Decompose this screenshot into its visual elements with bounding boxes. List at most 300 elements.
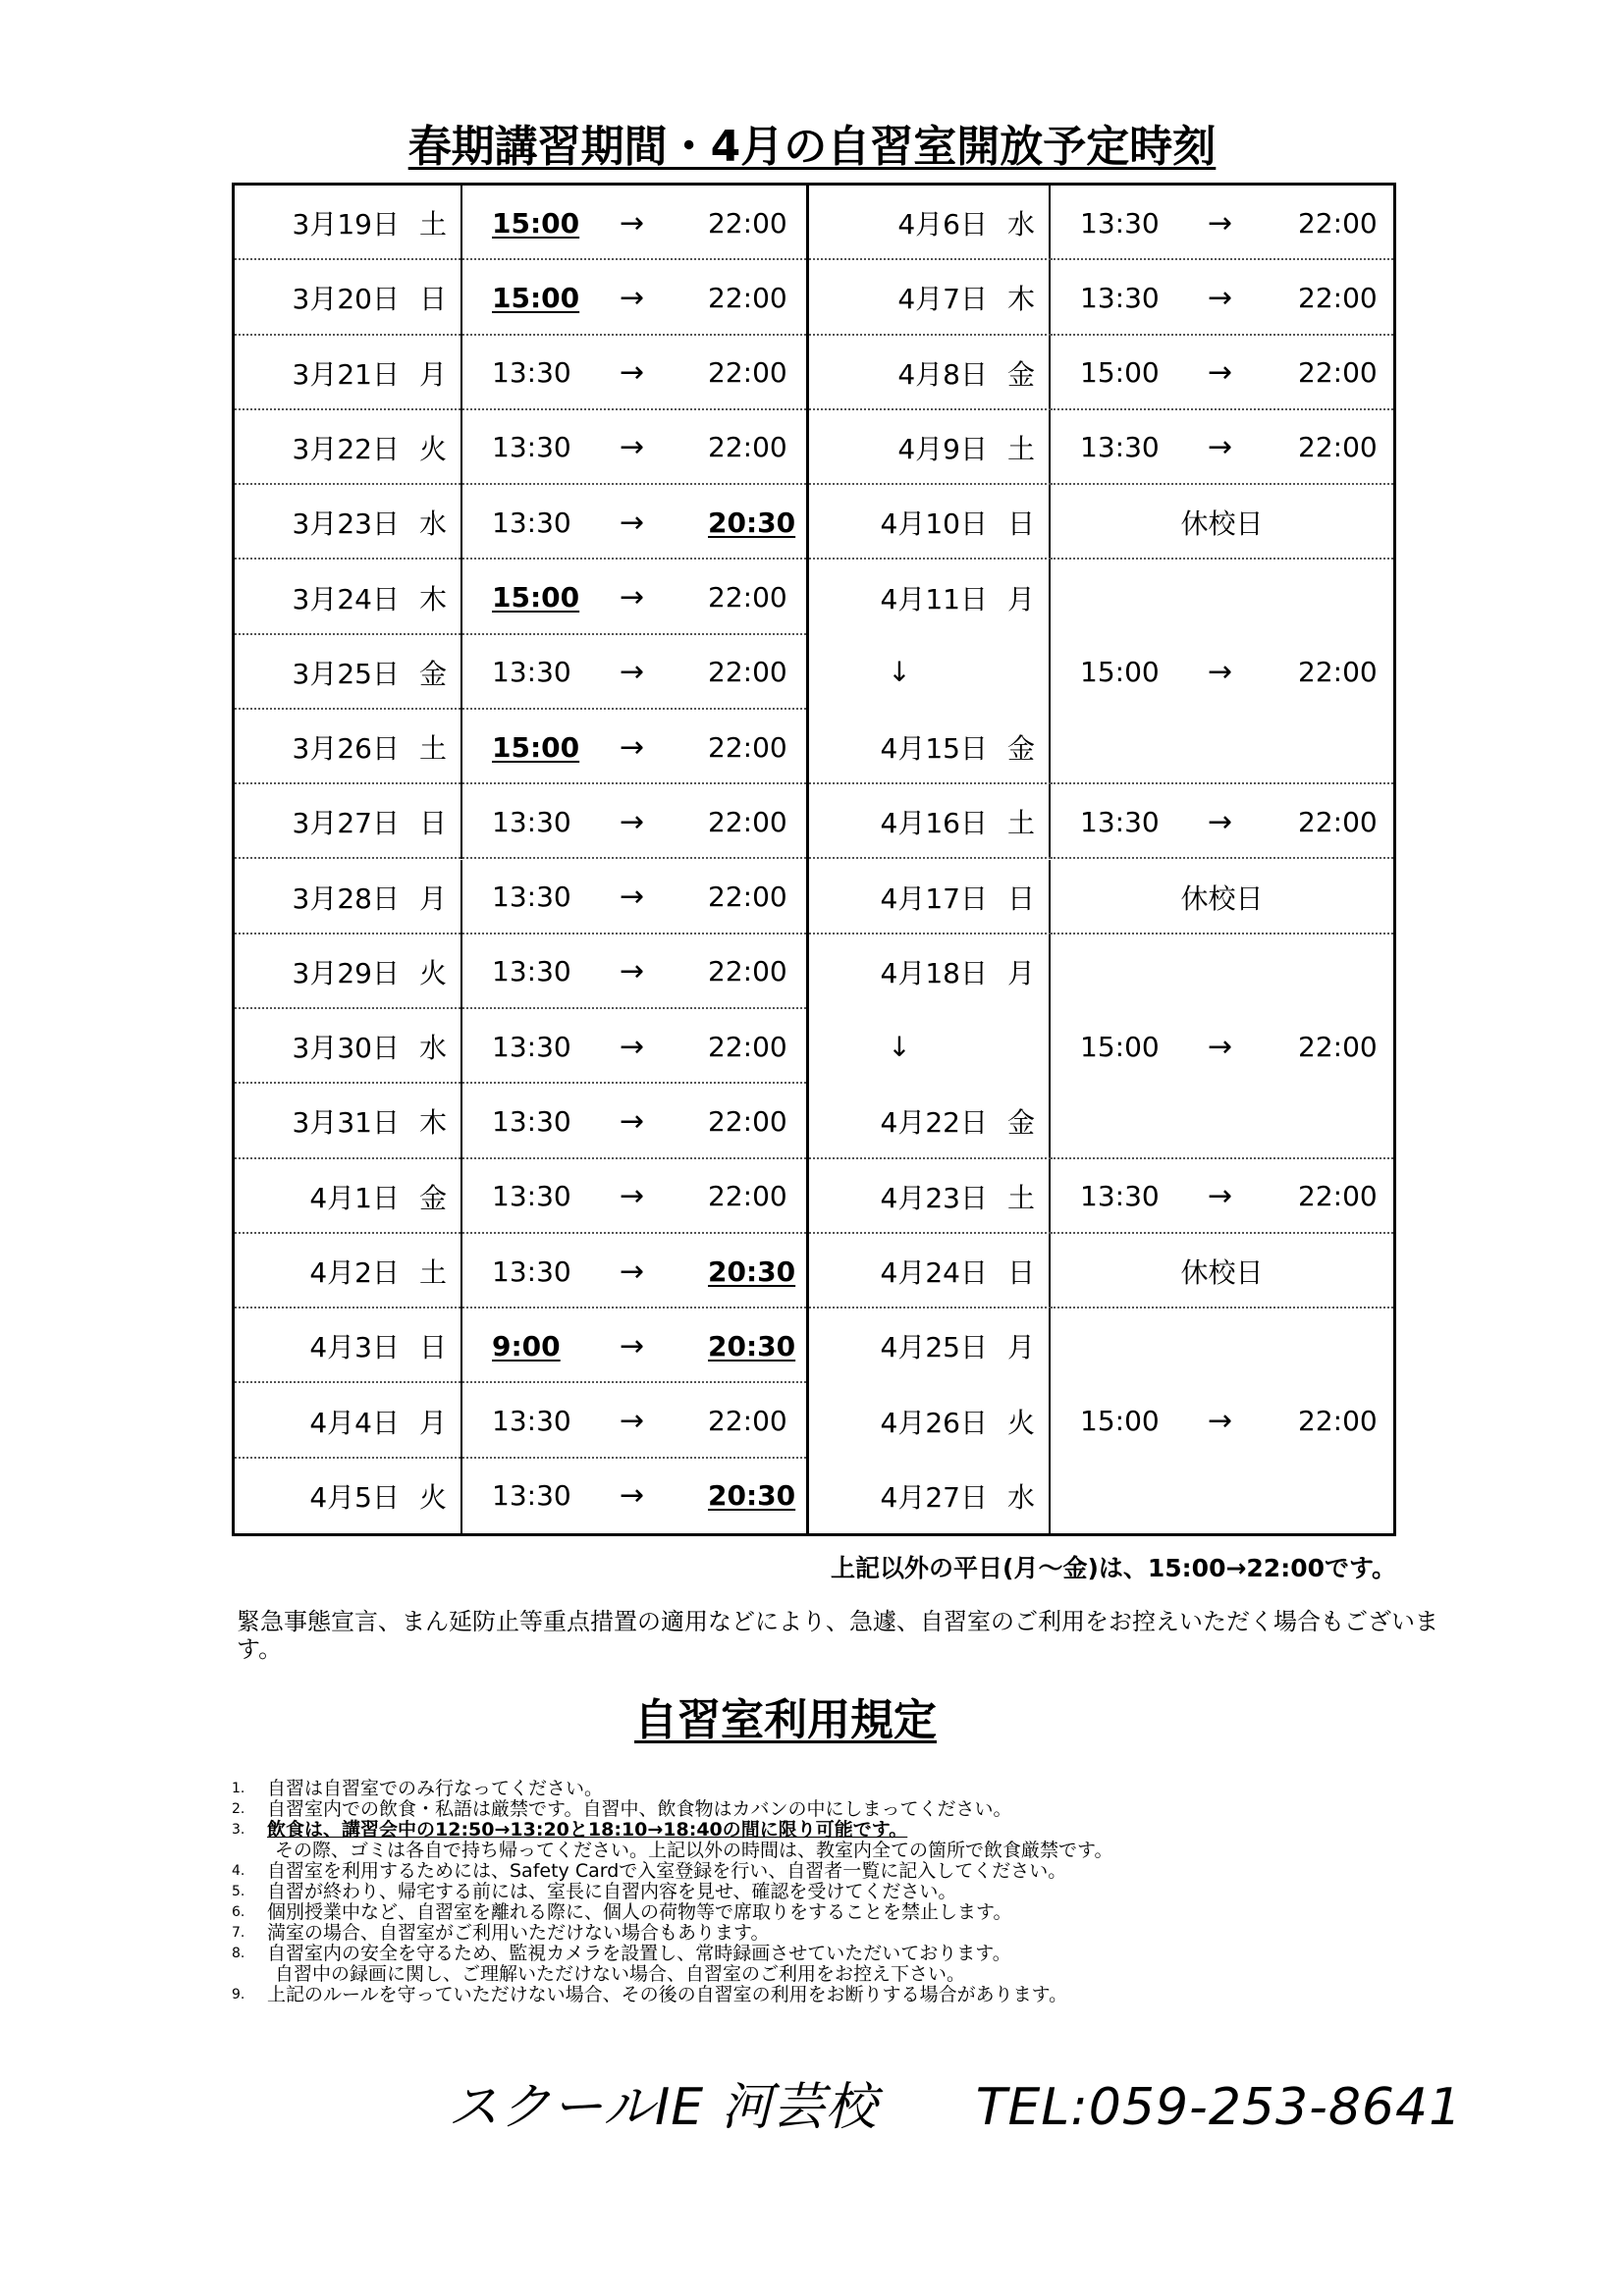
arrow-icon: → (620, 954, 645, 989)
weekday-label: 火 (1006, 1406, 1035, 1439)
time-block (1051, 1308, 1393, 1533)
weekday-label: 月 (418, 357, 447, 391)
weekday-label: 火 (418, 432, 447, 465)
date-label: 3月25日 (292, 657, 400, 690)
weekday-label: 金 (1006, 1106, 1035, 1140)
date-label: 4月6日 (897, 208, 988, 241)
time-cell (462, 1159, 806, 1234)
table-row (809, 635, 1051, 710)
table-row (235, 1459, 806, 1533)
rule-item (232, 1882, 1410, 1902)
date-label: 4月23日 (880, 1181, 988, 1214)
date-cell (235, 1459, 462, 1533)
arrow-icon: → (1208, 355, 1233, 391)
date-label: 4月8日 (897, 357, 988, 391)
date-cell (235, 485, 462, 560)
rule-number: 9. (232, 1987, 245, 2002)
rule-item (232, 1944, 1410, 1985)
arrow-icon: → (620, 1478, 645, 1514)
start-time: 9:00 (492, 1329, 561, 1362)
weekday-label: 木 (418, 582, 447, 615)
end-time: 20:30 (708, 1479, 796, 1513)
school-name: スクールIE 河芸校 (448, 2078, 878, 2137)
table-row (235, 186, 806, 260)
table-row (809, 260, 1051, 335)
end-time: 22:00 (708, 881, 787, 914)
table-row (235, 860, 806, 934)
arrow-icon: → (620, 1029, 645, 1064)
date-label: 4月24日 (880, 1256, 988, 1289)
weekday-label: 月 (1006, 956, 1035, 989)
table-row (235, 635, 806, 710)
date-cell (235, 860, 462, 934)
date-cell (235, 635, 462, 710)
time-block (1051, 260, 1393, 335)
end-time: 22:00 (1298, 281, 1378, 314)
table-row (235, 1084, 806, 1158)
time-cell (462, 260, 806, 335)
rule-text: 自習が終わり、帰宅する前には、室長に自習内容を見せ、確認を受けてください。 (267, 1881, 957, 1902)
rule-number: 1. (232, 1781, 245, 1796)
date-cell (809, 934, 1051, 1009)
rule-item (232, 1799, 1410, 1820)
end-time: 22:00 (1298, 206, 1378, 240)
weekday-label: 土 (1006, 1181, 1035, 1214)
weekday-label: 木 (1006, 283, 1035, 316)
end-time: 22:00 (708, 1104, 787, 1138)
table-row (235, 934, 806, 1009)
end-time: 22:00 (1298, 356, 1378, 390)
date-cell (809, 560, 1051, 634)
date-label: 3月26日 (292, 732, 400, 766)
time-cell (1051, 410, 1393, 485)
date-label: 4月17日 (880, 881, 988, 915)
table-row (235, 560, 806, 634)
rule-text: 満室の場合、自習室がご利用いただけない場合もあります。 (267, 1922, 770, 1944)
start-time: 13:30 (492, 1479, 571, 1513)
holiday-label: 休校日 (1180, 507, 1264, 541)
rule-number: 4. (232, 1863, 245, 1879)
time-cell (1051, 186, 1393, 260)
arrow-icon: → (620, 205, 645, 240)
start-time: 13:30 (492, 1180, 571, 1213)
time-cell (462, 1009, 806, 1084)
time-cell (462, 1234, 806, 1308)
date-label: 3月31日 (292, 1106, 400, 1140)
date-label: 3月29日 (292, 956, 400, 989)
holiday-label: 休校日 (1180, 881, 1264, 915)
date-cell (235, 560, 462, 634)
weekday-label: 水 (418, 507, 447, 541)
date-cell (235, 1234, 462, 1308)
start-time: 13:30 (492, 805, 571, 838)
start-time: 13:30 (492, 431, 571, 464)
rule-number: 2. (232, 1801, 245, 1817)
table-row (235, 260, 806, 335)
arrow-icon: → (620, 655, 645, 690)
arrow-icon: → (620, 1179, 645, 1214)
date-cell (235, 1159, 462, 1234)
arrow-icon: → (1208, 205, 1233, 240)
time-cell (1051, 485, 1393, 560)
start-time: 13:30 (492, 506, 571, 539)
table-row (235, 336, 806, 410)
arrow-icon: → (620, 1328, 645, 1363)
date-label: 3月20日 (292, 283, 400, 316)
table-row (809, 860, 1051, 934)
date-cell (235, 260, 462, 335)
weekday-label: 日 (418, 283, 447, 316)
weekday-label: 土 (418, 1256, 447, 1289)
weekday-label: 水 (418, 1032, 447, 1065)
time-cell (1051, 784, 1393, 859)
rule-text: 自習室内の安全を守るため、監視カメラを設置し、常時録画させていただいております。 (267, 1943, 1011, 1964)
date-label: 4月16日 (880, 807, 988, 840)
table-row (235, 1159, 806, 1234)
time-cell (1051, 860, 1393, 934)
schedule-left-column (235, 186, 809, 1533)
date-cell (809, 1009, 1051, 1084)
schedule-right-column (809, 186, 1393, 1533)
arrow-icon: → (620, 880, 645, 915)
time-cell (462, 635, 806, 710)
date-label: 4月2日 (309, 1256, 400, 1289)
rules-title: 自習室利用規定 (634, 1695, 937, 1745)
weekday-label: 火 (418, 1480, 447, 1514)
start-time: 15:00 (492, 281, 580, 314)
date-cell (235, 710, 462, 784)
time-block (1051, 560, 1393, 784)
date-cell (809, 260, 1051, 335)
arrow-icon: → (1208, 430, 1233, 465)
date-cell (809, 784, 1051, 859)
weekday-label: 月 (1006, 1331, 1035, 1364)
date-cell (809, 860, 1051, 934)
date-cell (809, 1308, 1051, 1383)
arrow-icon: → (620, 1254, 645, 1289)
end-time: 22:00 (708, 581, 787, 614)
date-label: 4月4日 (309, 1406, 400, 1439)
weekday-label: 日 (418, 1331, 447, 1364)
rule-number: 6. (232, 1904, 245, 1920)
date-label: 4月7日 (897, 283, 988, 316)
page-title: 春期講習期間・4月の自習室開放予定時刻 (407, 122, 1217, 172)
time-block (1051, 1234, 1393, 1308)
end-time: 22:00 (708, 356, 787, 390)
rule-item (232, 1902, 1410, 1923)
end-time: 22:00 (708, 431, 787, 464)
date-label: 4月3日 (309, 1331, 400, 1364)
end-time: 22:00 (708, 1030, 787, 1063)
time-block (1051, 485, 1393, 560)
weekday-label: 土 (418, 732, 447, 766)
time-block (1051, 784, 1393, 859)
start-time: 13:30 (492, 1030, 571, 1063)
end-time: 20:30 (708, 506, 796, 539)
table-row (809, 1159, 1051, 1234)
rule-text: 個別授業中など、自習室を離れる際に、個人の荷物等で席取りをすることを禁止します。 (267, 1901, 1012, 1923)
table-row (235, 1009, 806, 1084)
time-block (1051, 860, 1393, 934)
table-row (809, 1459, 1051, 1533)
rule-item (232, 1923, 1410, 1944)
table-row (809, 1009, 1051, 1084)
arrow-icon: → (620, 804, 645, 839)
time-cell (462, 336, 806, 410)
weekday-label: 金 (418, 1181, 447, 1214)
table-row (809, 934, 1051, 1009)
weekday-label: 木 (418, 1106, 447, 1140)
rule-text: 自習室を利用するためには、Safety Cardで入室登録を行い、自習者一覧に記入してください。 (267, 1860, 1067, 1882)
time-cell (462, 1459, 806, 1533)
down-arrow-icon: ↓ (888, 656, 911, 689)
arrow-icon: → (1208, 804, 1233, 839)
arrow-icon: → (1208, 280, 1233, 315)
arrow-icon: → (620, 580, 645, 614)
time-cell (462, 186, 806, 260)
end-time: 22:00 (708, 1405, 787, 1438)
date-label: 3月22日 (292, 432, 400, 465)
rule-text: 上記のルールを守っていただけない場合、その後の自習室の利用をお断りする場合があります。 (267, 1984, 1068, 2005)
weekday-label: 月 (418, 1406, 447, 1439)
date-label: 4月9日 (897, 432, 988, 465)
rule-text: 自習室内での飲食・私語は厳禁です。自習中、飲食物はカバンの中にしまってください。 (267, 1798, 1012, 1820)
start-time: 13:30 (1080, 1180, 1160, 1213)
weekday-label: 土 (1006, 807, 1035, 840)
time-cell (1051, 934, 1393, 1159)
arrow-icon: → (620, 505, 645, 540)
table-row (809, 485, 1051, 560)
date-label: 4月25日 (880, 1331, 988, 1364)
date-cell (809, 1234, 1051, 1308)
weekday-label: 金 (1006, 357, 1035, 391)
date-label: 4月22日 (880, 1106, 988, 1140)
arrow-icon: → (620, 430, 645, 465)
weekday-label: 月 (1006, 582, 1035, 615)
date-cell (235, 784, 462, 859)
end-time: 22:00 (1298, 805, 1378, 838)
table-row (809, 1308, 1051, 1383)
rule-number: 3. (232, 1822, 245, 1838)
rule-item (232, 1820, 1410, 1861)
arrow-icon: → (1208, 1404, 1233, 1439)
date-cell (235, 934, 462, 1009)
emergency-notice: 緊急事態宣言、まん延防止等重点措置の適用などにより、急遽、自習室のご利用をお控えいただく場合もございます。 (237, 1608, 1438, 1663)
time-cell (462, 710, 806, 784)
arrow-icon: → (620, 1404, 645, 1439)
end-time: 22:00 (1298, 431, 1378, 464)
end-time: 22:00 (708, 206, 787, 240)
rule-text: 飲食は、講習会中の12:50→13:20と18:10→18:40の間に限り可能です。 (267, 1819, 908, 1841)
weekday-label: 火 (418, 956, 447, 989)
holiday-label: 休校日 (1180, 1256, 1264, 1289)
weekday-label: 日 (418, 807, 447, 840)
date-cell (809, 186, 1051, 260)
date-label: 4月18日 (880, 956, 988, 989)
start-time: 15:00 (492, 581, 580, 614)
time-cell (1051, 560, 1393, 784)
weekday-label: 土 (418, 208, 447, 241)
rule-number: 7. (232, 1925, 245, 1941)
rule-item (232, 1985, 1410, 2005)
start-time: 13:30 (492, 1255, 571, 1288)
weekday-note: 上記以外の平日(月～金)は、15:00→22:00です。 (831, 1554, 1396, 1582)
time-cell (1051, 1234, 1393, 1308)
date-cell (809, 336, 1051, 410)
weekday-label: 水 (1006, 208, 1035, 241)
date-cell (235, 336, 462, 410)
table-row (809, 336, 1051, 410)
date-cell (809, 1459, 1051, 1533)
rule-continuation: その際、ゴミは各自で持ち帰ってください。上記以外の時間は、教室内全ての箇所で飲食厳禁です。 (275, 1840, 1113, 1861)
time-cell (462, 1308, 806, 1383)
start-time: 15:00 (492, 730, 580, 764)
date-cell (235, 1308, 462, 1383)
arrow-icon: → (620, 280, 645, 315)
date-cell (235, 186, 462, 260)
start-time: 13:30 (1080, 805, 1160, 838)
arrow-icon: → (1208, 1179, 1233, 1214)
date-label: 4月1日 (309, 1181, 400, 1214)
date-cell (809, 710, 1051, 784)
time-block (1051, 934, 1393, 1159)
end-time: 22:00 (1298, 1405, 1378, 1438)
end-time: 22:00 (708, 805, 787, 838)
rules-list (232, 1779, 1410, 2005)
table-row (809, 710, 1051, 784)
rule-item (232, 1861, 1410, 1882)
date-label: 3月27日 (292, 807, 400, 840)
start-time: 13:30 (492, 955, 571, 988)
time-cell (462, 784, 806, 859)
weekday-label: 月 (418, 881, 447, 915)
date-label: 4月26日 (880, 1406, 988, 1439)
table-row (235, 485, 806, 560)
time-cell (1051, 1308, 1393, 1533)
down-arrow-icon: ↓ (888, 1030, 911, 1063)
date-cell (809, 635, 1051, 710)
end-time: 22:00 (708, 730, 787, 764)
arrow-icon: → (620, 1103, 645, 1139)
table-row (235, 1383, 806, 1458)
table-row (809, 1084, 1051, 1158)
date-cell (809, 410, 1051, 485)
start-time: 13:30 (492, 1405, 571, 1438)
end-time: 22:00 (708, 1180, 787, 1213)
time-cell (1051, 336, 1393, 410)
arrow-icon: → (620, 729, 645, 765)
weekday-label: 日 (1006, 507, 1035, 541)
rule-continuation: 自習中の録画に関し、ご理解いただけない場合、自習室のご利用をお控え下さい。 (275, 1963, 966, 1985)
date-label: 4月27日 (880, 1480, 988, 1514)
start-time: 13:30 (1080, 431, 1160, 464)
end-time: 22:00 (708, 955, 787, 988)
time-block (1051, 410, 1393, 485)
time-block (1051, 336, 1393, 410)
date-label: 3月24日 (292, 582, 400, 615)
weekday-label: 日 (1006, 881, 1035, 915)
time-cell (462, 485, 806, 560)
start-time: 15:00 (492, 206, 580, 240)
end-time: 22:00 (1298, 1030, 1378, 1063)
time-block (1051, 186, 1393, 260)
start-time: 13:30 (492, 656, 571, 689)
end-time: 20:30 (708, 1329, 796, 1362)
end-time: 22:00 (1298, 656, 1378, 689)
date-cell (235, 410, 462, 485)
time-cell (462, 560, 806, 634)
weekday-label: 金 (1006, 732, 1035, 766)
date-cell (809, 1084, 1051, 1158)
date-label: 3月19日 (292, 208, 400, 241)
time-cell (462, 410, 806, 485)
start-time: 13:30 (492, 1104, 571, 1138)
start-time: 13:30 (1080, 206, 1160, 240)
time-cell (462, 934, 806, 1009)
date-label: 4月11日 (880, 582, 988, 615)
table-row (235, 410, 806, 485)
date-label: 3月28日 (292, 881, 400, 915)
start-time: 13:30 (1080, 281, 1160, 314)
table-row (809, 560, 1051, 634)
end-time: 22:00 (708, 281, 787, 314)
end-time: 22:00 (708, 656, 787, 689)
time-block (1051, 1159, 1393, 1234)
start-time: 13:30 (492, 356, 571, 390)
phone-number: TEL:059-253-8641 (975, 2078, 1463, 2137)
start-time: 13:30 (492, 881, 571, 914)
date-cell (809, 1159, 1051, 1234)
arrow-icon: → (1208, 1029, 1233, 1064)
table-row (809, 186, 1051, 260)
date-label: 4月5日 (309, 1480, 400, 1514)
weekday-label: 日 (1006, 1256, 1035, 1289)
date-cell (235, 1383, 462, 1458)
table-row (809, 410, 1051, 485)
time-cell (462, 1084, 806, 1158)
date-label: 4月15日 (880, 732, 988, 766)
date-label: 3月30日 (292, 1032, 400, 1065)
time-cell (462, 1383, 806, 1458)
footer (448, 2065, 1462, 2139)
start-time: 15:00 (1080, 356, 1160, 390)
date-label: 4月10日 (880, 507, 988, 541)
weekday-label: 水 (1006, 1480, 1035, 1514)
weekday-label: 土 (1006, 432, 1035, 465)
start-time: 15:00 (1080, 1405, 1160, 1438)
date-cell (809, 1383, 1051, 1458)
date-cell (809, 485, 1051, 560)
rule-number: 8. (232, 1946, 245, 1961)
time-cell (1051, 260, 1393, 335)
table-row (235, 710, 806, 784)
schedule-table (232, 183, 1396, 1536)
table-row (235, 1308, 806, 1383)
arrow-icon: → (1208, 655, 1233, 690)
date-label: 3月23日 (292, 507, 400, 541)
date-cell (235, 1009, 462, 1084)
date-cell (235, 1084, 462, 1158)
end-time: 20:30 (708, 1255, 796, 1288)
table-row (809, 1234, 1051, 1308)
time-cell (1051, 1159, 1393, 1234)
table-row (235, 1234, 806, 1308)
rule-item (232, 1779, 1410, 1799)
date-label: 3月21日 (292, 357, 400, 391)
time-cell (462, 860, 806, 934)
table-row (235, 784, 806, 859)
end-time: 22:00 (1298, 1180, 1378, 1213)
